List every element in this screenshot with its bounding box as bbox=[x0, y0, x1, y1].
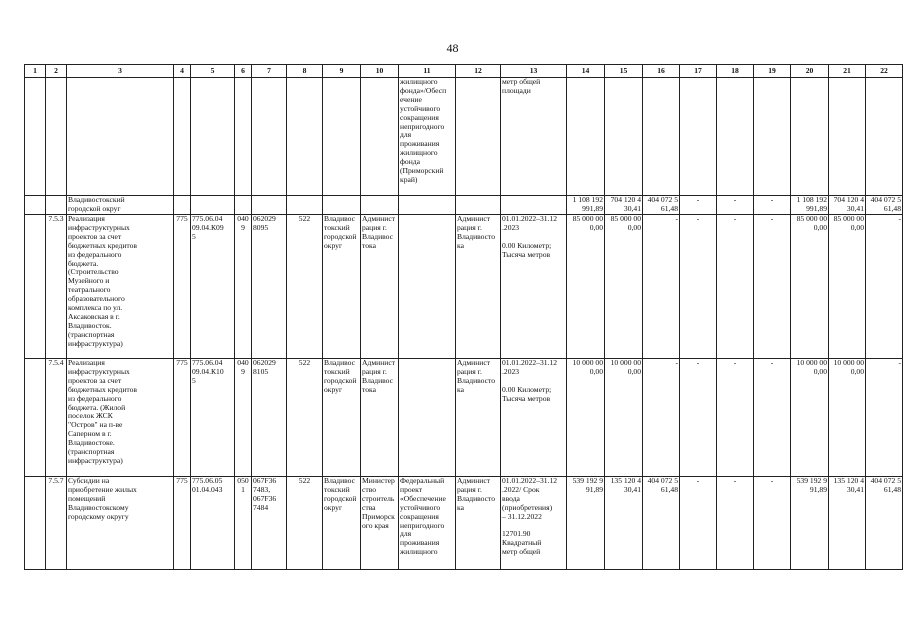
table-cell: 062029 8095 bbox=[252, 215, 287, 359]
table-cell: - bbox=[754, 196, 791, 215]
table-cell bbox=[25, 78, 46, 196]
table-cell: Владивос токский городской округ bbox=[323, 359, 361, 477]
table-cell: 539 192 9 91,89 bbox=[791, 477, 829, 570]
table-cell: 01.01.2022–31.12 .2022/ Срок ввода (приобретения) – 31.12.2022 12701.90 Квадратный метр общей bbox=[501, 477, 567, 570]
col-header: 17 bbox=[680, 65, 717, 78]
table-cell: - bbox=[643, 215, 680, 359]
table-cell: 7.5.7 bbox=[46, 477, 67, 570]
table-cell bbox=[501, 196, 567, 215]
table-cell bbox=[567, 78, 605, 196]
table-cell: - bbox=[717, 215, 754, 359]
table-cell: - bbox=[866, 215, 903, 359]
table-cell: жилищного фонда»/Обесп ечение устойчивого сокращения непригодного для проживания жилищного фонда (Приморский край) bbox=[399, 78, 456, 196]
table-cell: 775 bbox=[174, 477, 191, 570]
table-cell: Админист рация г. Владивосто ка bbox=[456, 477, 501, 570]
col-header: 21 bbox=[829, 65, 866, 78]
table-cell: Админист рация г. Владивос тока bbox=[361, 359, 399, 477]
table-row bbox=[25, 215, 903, 359]
table-cell: 0501 bbox=[235, 477, 252, 570]
col-header: 20 bbox=[791, 65, 829, 78]
table-cell bbox=[456, 196, 501, 215]
table-cell: 404 072 5 61,48 bbox=[643, 196, 680, 215]
table-cell: 775.06.04 09.04.К10 5 bbox=[191, 359, 235, 477]
table-cell: - bbox=[717, 359, 754, 477]
table-cell: - bbox=[717, 196, 754, 215]
table-cell: - bbox=[680, 359, 717, 477]
table-cell: 522 bbox=[287, 215, 323, 359]
table-cell: Админист рация г. Владивос тока bbox=[361, 215, 399, 359]
table-cell bbox=[829, 78, 866, 196]
table-cell: Админист рация г. Владивосто ка bbox=[456, 215, 501, 359]
table-cell: Министер ство строитель ства Приморск ого края bbox=[361, 477, 399, 570]
table-cell: 539 192 9 91,89 bbox=[567, 477, 605, 570]
table-cell bbox=[754, 78, 791, 196]
table-cell bbox=[399, 215, 456, 359]
table-cell: 10 000 00 0,00 bbox=[791, 359, 829, 477]
table-cell bbox=[323, 196, 361, 215]
table-cell: 775 bbox=[174, 215, 191, 359]
table-cell: Владивостокский городской округ bbox=[67, 196, 174, 215]
col-header: 10 bbox=[361, 65, 399, 78]
table-cell: 704 120 4 30,41 bbox=[829, 196, 866, 215]
table-cell bbox=[287, 78, 323, 196]
table-cell bbox=[361, 196, 399, 215]
table-cell bbox=[680, 78, 717, 196]
table-cell: Реализация инфраструктурных проектов за счет бюджетных кредитов из федерального бюджета. (Строительство Музейного и театрального образовательного комплекса по ул. Аксаковская в г. Владивосток. (транспортная инфраструктура) bbox=[67, 215, 174, 359]
table-cell: 1 108 192 991,89 bbox=[567, 196, 605, 215]
table-cell: 775.06.04 09.04.К09 5 bbox=[191, 215, 235, 359]
table-cell bbox=[252, 196, 287, 215]
budget-table bbox=[24, 64, 903, 570]
table-cell bbox=[456, 78, 501, 196]
table-cell: - bbox=[866, 359, 903, 477]
table-cell: 062029 8105 bbox=[252, 359, 287, 477]
table-cell: - bbox=[680, 196, 717, 215]
table-row bbox=[25, 477, 903, 570]
col-header: 4 bbox=[174, 65, 191, 78]
col-header: 8 bbox=[287, 65, 323, 78]
table-cell bbox=[25, 477, 46, 570]
table-cell: 85 000 00 0,00 bbox=[791, 215, 829, 359]
table-cell bbox=[191, 78, 235, 196]
page-number: 48 bbox=[446, 41, 459, 55]
col-header: 16 bbox=[643, 65, 680, 78]
col-header: 18 bbox=[717, 65, 754, 78]
table-cell: 10 000 00 0,00 bbox=[605, 359, 643, 477]
table-cell: Владивос токский городской округ bbox=[323, 477, 361, 570]
table-cell: 522 bbox=[287, 359, 323, 477]
table-cell bbox=[866, 78, 903, 196]
table-row bbox=[25, 196, 903, 215]
table-cell: 10 000 00 0,00 bbox=[567, 359, 605, 477]
col-header: 14 bbox=[567, 65, 605, 78]
table-cell bbox=[25, 215, 46, 359]
table-cell bbox=[717, 78, 754, 196]
table-cell: - bbox=[680, 477, 717, 570]
table-cell: Федеральный проект «Обеспечение устойчивого сокращения непригодного для проживания жилищного bbox=[399, 477, 456, 570]
col-header: 12 bbox=[456, 65, 501, 78]
table-cell: 0409 bbox=[235, 215, 252, 359]
col-header: 3 bbox=[67, 65, 174, 78]
table-cell bbox=[323, 78, 361, 196]
table-cell: метр общей площади bbox=[501, 78, 567, 196]
col-header: 2 bbox=[46, 65, 67, 78]
table-cell: 404 072 5 61,48 bbox=[866, 196, 903, 215]
col-header: 13 bbox=[501, 65, 567, 78]
table-row bbox=[25, 359, 903, 477]
table-cell: 7.5.4 bbox=[46, 359, 67, 477]
table-cell: 404 072 5 61,48 bbox=[866, 477, 903, 570]
table-cell: 704 120 4 30,41 bbox=[605, 196, 643, 215]
table-cell: 01.01.2022–31.12 .2023 0.00 Километр; Тысяча метров bbox=[501, 215, 567, 359]
table-cell: - bbox=[754, 477, 791, 570]
header-row bbox=[25, 65, 903, 78]
table-cell: 85 000 00 0,00 bbox=[829, 215, 866, 359]
table-cell bbox=[25, 196, 46, 215]
table-cell bbox=[25, 359, 46, 477]
col-header: 6 bbox=[235, 65, 252, 78]
col-header: 19 bbox=[754, 65, 791, 78]
col-header: 1 bbox=[25, 65, 46, 78]
table-cell: 135 120 4 30,41 bbox=[605, 477, 643, 570]
table-cell bbox=[399, 359, 456, 477]
table-cell bbox=[67, 78, 174, 196]
table-cell bbox=[361, 78, 399, 196]
table-cell bbox=[174, 196, 191, 215]
table-cell bbox=[605, 78, 643, 196]
table-cell bbox=[235, 196, 252, 215]
table-cell: Реализация инфраструктурных проектов за счет бюджетных кредитов из федерального бюджета. (Жилой поселок ЖСК "Остров" на п-ве Саперном в г. Владивостоке. (транспортная инфраструктура) bbox=[67, 359, 174, 477]
table-cell: 85 000 00 0,00 bbox=[605, 215, 643, 359]
table-cell bbox=[46, 196, 67, 215]
table-row bbox=[25, 78, 903, 196]
col-header: 15 bbox=[605, 65, 643, 78]
table-cell: 775.06.05 01.04.043 bbox=[191, 477, 235, 570]
table-cell bbox=[791, 78, 829, 196]
table-cell: 404 072 5 61,48 bbox=[643, 477, 680, 570]
table-cell: 135 120 4 30,41 bbox=[829, 477, 866, 570]
table-cell: Админист рация г. Владивосто ка bbox=[456, 359, 501, 477]
table-cell: - bbox=[754, 359, 791, 477]
table-cell: 85 000 00 0,00 bbox=[567, 215, 605, 359]
table-cell: 067F36 7483, 067F36 7484 bbox=[252, 477, 287, 570]
table-cell: 0409 bbox=[235, 359, 252, 477]
table-cell: 7.5.3 bbox=[46, 215, 67, 359]
table-cell: - bbox=[717, 477, 754, 570]
table-cell: 775 bbox=[174, 359, 191, 477]
table-cell: 1 108 192 991,89 bbox=[791, 196, 829, 215]
table-cell: - bbox=[643, 359, 680, 477]
table-cell bbox=[174, 78, 191, 196]
table-cell bbox=[46, 78, 67, 196]
table-cell: - bbox=[680, 215, 717, 359]
col-header: 22 bbox=[866, 65, 903, 78]
col-header: 9 bbox=[323, 65, 361, 78]
table-cell bbox=[252, 78, 287, 196]
col-header: 7 bbox=[252, 65, 287, 78]
table-cell: 10 000 00 0,00 bbox=[829, 359, 866, 477]
table-cell: Владивос токский городской округ bbox=[323, 215, 361, 359]
col-header: 5 bbox=[191, 65, 235, 78]
table-cell: 01.01.2022–31.12 .2023 0.00 Километр; Тысяча метров bbox=[501, 359, 567, 477]
table-cell bbox=[235, 78, 252, 196]
table-cell bbox=[643, 78, 680, 196]
table-cell bbox=[399, 196, 456, 215]
table-cell bbox=[287, 196, 323, 215]
col-header: 11 bbox=[399, 65, 456, 78]
table-cell: 522 bbox=[287, 477, 323, 570]
table-cell: - bbox=[754, 215, 791, 359]
table-cell bbox=[191, 196, 235, 215]
table-cell: Субсидии на приобретение жилых помещений Владивостокскому городскому округу bbox=[67, 477, 174, 570]
